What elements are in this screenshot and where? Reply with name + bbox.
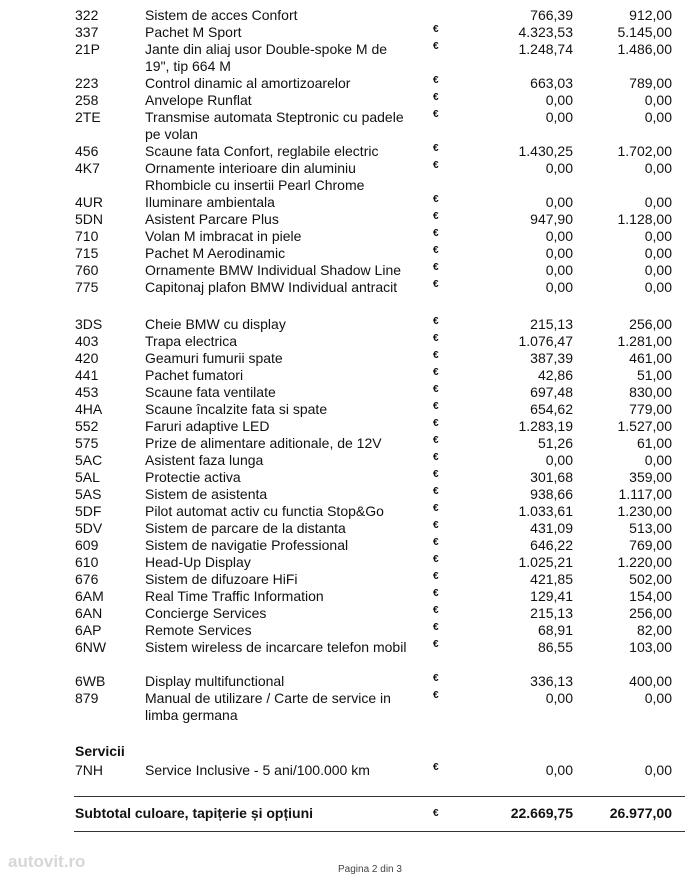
price-gross: 0,00 [644, 245, 672, 261]
currency-symbol: € [433, 279, 439, 290]
option-code: 610 [75, 554, 99, 570]
price-gross: 51,00 [636, 367, 672, 383]
option-description: Remote Services [145, 622, 252, 638]
price-net: 1.430,25 [518, 143, 573, 159]
price-net: 421,85 [530, 571, 573, 587]
price-net: 654,62 [530, 401, 573, 417]
option-code: 403 [75, 333, 99, 349]
price-net: 0,00 [545, 194, 573, 210]
price-net: 0,00 [545, 762, 573, 778]
currency-symbol: € [433, 673, 439, 684]
option-code: 2TE [75, 109, 101, 125]
price-net: 0,00 [545, 245, 573, 261]
price-gross: 82,00 [636, 622, 672, 638]
option-code: 4K7 [75, 160, 100, 176]
option-code: 6NW [75, 639, 107, 655]
price-net: 301,68 [530, 469, 573, 485]
option-description: Pachet fumatori [145, 367, 244, 383]
option-code: 5DN [75, 211, 104, 227]
price-gross: 0,00 [644, 194, 672, 210]
option-description: Cheie BMW cu display [145, 316, 286, 332]
currency-symbol: € [433, 41, 439, 52]
price-net: 1.025,21 [518, 554, 573, 570]
option-code: 258 [75, 92, 99, 108]
option-description: Pilot automat activ cu functia Stop&Go [145, 503, 384, 519]
currency-symbol: € [433, 316, 439, 327]
price-gross: 61,00 [636, 435, 672, 451]
option-description: Service Inclusive - 5 ani/100.000 km [145, 762, 370, 778]
currency-symbol: € [433, 401, 439, 412]
option-description: Concierge Services [145, 605, 267, 621]
subtotal-gross: 26.977,00 [609, 805, 672, 821]
option-description: Capitonaj plafon BMW Individual antracit [145, 279, 398, 295]
price-gross: 461,00 [629, 350, 672, 366]
option-code: 4HA [75, 401, 103, 417]
price-net: 947,90 [530, 211, 573, 227]
option-description: Prize de alimentare aditionale, de 12V [145, 435, 382, 451]
option-description: Jante din aliaj usor Double-spoke M de 19", tip 664 M [145, 41, 388, 74]
price-net: 0,00 [545, 690, 573, 706]
option-code: 609 [75, 537, 99, 553]
option-description: Volan M imbracat in piele [145, 228, 302, 244]
currency-symbol: € [433, 333, 439, 344]
option-description: Anvelope Runflat [145, 92, 252, 108]
price-gross: 0,00 [644, 160, 672, 176]
price-gross: 0,00 [644, 228, 672, 244]
price-gross: 154,00 [629, 588, 672, 604]
price-gross: 5.145,00 [617, 24, 672, 40]
price-net: 938,66 [530, 486, 573, 502]
price-net: 0,00 [545, 228, 573, 244]
option-description: Scaune încalzite fata si spate [145, 401, 328, 417]
price-net: 0,00 [545, 92, 573, 108]
currency-symbol: € [433, 75, 439, 86]
currency-symbol: € [433, 262, 439, 273]
price-gross: 830,00 [629, 384, 672, 400]
option-description: Pachet M Aerodinamic [145, 245, 286, 261]
option-description: Real Time Traffic Information [145, 588, 324, 604]
option-code: 4UR [75, 194, 104, 210]
price-net: 215,13 [530, 605, 573, 621]
currency-symbol: € [433, 194, 439, 205]
price-net: 51,26 [537, 435, 573, 451]
price-net: 4.323,53 [518, 24, 573, 40]
price-net: 42,86 [537, 367, 573, 383]
price-net: 1.283,19 [518, 418, 573, 434]
price-net: 766,39 [530, 7, 573, 23]
option-description: Pachet M Sport [145, 24, 242, 40]
subtotal-currency: € [433, 808, 439, 819]
option-code: 441 [75, 367, 99, 383]
price-net: 336,13 [530, 673, 573, 689]
price-gross: 0,00 [644, 762, 672, 778]
price-gross: 1.117,00 [618, 486, 672, 502]
option-code: 760 [75, 262, 99, 278]
price-gross: 769,00 [629, 537, 672, 553]
price-net: 215,13 [530, 316, 573, 332]
option-code: 453 [75, 384, 99, 400]
option-code: 6WB [75, 673, 106, 689]
option-code: 420 [75, 350, 99, 366]
option-description: Display multifunctional [145, 673, 285, 689]
price-gross: 1.702,00 [617, 143, 672, 159]
price-gross: 256,00 [629, 605, 672, 621]
price-gross: 0,00 [644, 109, 672, 125]
option-description: Trapa electrica [145, 333, 238, 349]
option-description: Transmise automata Steptronic cu padele pe volan [145, 109, 404, 142]
price-net: 431,09 [530, 520, 573, 536]
currency-symbol: € [433, 622, 439, 633]
currency-symbol: € [433, 160, 439, 171]
price-gross: 1.230,00 [617, 503, 672, 519]
option-code: 337 [75, 24, 99, 40]
currency-symbol: € [433, 503, 439, 514]
currency-symbol: € [433, 245, 439, 256]
option-description: Scaune fata ventilate [145, 384, 276, 400]
price-gross: 789,00 [629, 75, 672, 91]
option-code: 6AN [75, 605, 103, 621]
option-code: 5AS [75, 486, 102, 502]
currency-symbol: € [433, 605, 439, 616]
option-code: 322 [75, 7, 99, 23]
price-gross: 1.281,00 [617, 333, 672, 349]
price-gross: 359,00 [629, 469, 672, 485]
price-net: 1.033,61 [518, 503, 573, 519]
currency-symbol: € [433, 143, 439, 154]
option-code: 879 [75, 690, 99, 706]
option-description: Ornamente BMW Individual Shadow Line [145, 262, 402, 278]
option-description: Sistem de acces Confort [145, 7, 298, 23]
option-code: 552 [75, 418, 99, 434]
price-net: 646,22 [530, 537, 573, 553]
price-gross: 103,00 [629, 639, 672, 655]
subtotal-label: Subtotal culoare, tapițerie și opțiuni [75, 805, 314, 821]
currency-symbol: € [433, 367, 439, 378]
option-code: 5AC [75, 452, 103, 468]
subtotal-bottom-rule [74, 831, 685, 832]
currency-symbol: € [433, 520, 439, 531]
option-description: Asistent Parcare Plus [145, 211, 279, 227]
price-net: 0,00 [545, 262, 573, 278]
subtotal-top-rule [74, 796, 685, 797]
price-net: 68,91 [537, 622, 573, 638]
currency-symbol: € [433, 350, 439, 361]
option-description: Sistem de difuzoare HiFi [145, 571, 298, 587]
price-net: 387,39 [530, 350, 573, 366]
option-code: 775 [75, 279, 99, 295]
price-gross: 0,00 [644, 279, 672, 295]
option-description: Sistem de navigatie Professional [145, 537, 349, 553]
option-description: Sistem de parcare de la distanta [145, 520, 346, 536]
option-code: 6AP [75, 622, 102, 638]
option-description: Faruri adaptive LED [145, 418, 270, 434]
currency-symbol: € [433, 92, 439, 103]
price-gross: 912,00 [629, 7, 672, 23]
currency-symbol: € [433, 571, 439, 582]
option-description: Manual de utilizare / Carte de service in limba germana [145, 690, 391, 723]
price-gross: 256,00 [629, 316, 672, 332]
currency-symbol: € [433, 762, 439, 773]
option-description: Iluminare ambientala [145, 194, 275, 210]
option-code: 5AL [75, 469, 100, 485]
option-code: 715 [75, 245, 99, 261]
currency-symbol: € [433, 109, 439, 120]
subtotal-net: 22.669,75 [510, 805, 573, 821]
option-code: 223 [75, 75, 99, 91]
price-net: 0,00 [545, 279, 573, 295]
currency-symbol: € [433, 690, 439, 701]
option-description: Sistem wireless de incarcare telefon mobil [145, 639, 407, 655]
option-description: Control dinamic al amortizoarelor [145, 75, 351, 91]
option-description: Head-Up Display [145, 554, 251, 570]
currency-symbol: € [433, 588, 439, 599]
option-code: 7NH [75, 762, 104, 778]
currency-symbol: € [433, 228, 439, 239]
price-net: 1.248,74 [518, 41, 573, 57]
price-gross: 0,00 [644, 92, 672, 108]
price-gross: 400,00 [629, 673, 672, 689]
price-gross: 1.128,00 [617, 211, 672, 227]
currency-symbol: € [433, 24, 439, 35]
option-code: 21P [75, 41, 100, 57]
price-net: 697,48 [530, 384, 573, 400]
option-code: 3DS [75, 316, 103, 332]
option-description: Geamuri fumurii spate [145, 350, 283, 366]
price-gross: 0,00 [644, 262, 672, 278]
currency-symbol: € [433, 435, 439, 446]
option-code: 6AM [75, 588, 104, 604]
currency-symbol: € [433, 486, 439, 497]
price-gross: 1.486,00 [617, 41, 672, 57]
currency-symbol: € [433, 537, 439, 548]
option-code: 575 [75, 435, 99, 451]
currency-symbol: € [433, 418, 439, 429]
option-code: 676 [75, 571, 99, 587]
price-gross: 1.527,00 [617, 418, 672, 434]
price-gross: 0,00 [644, 690, 672, 706]
currency-symbol: € [433, 384, 439, 395]
option-code: 5DF [75, 503, 102, 519]
currency-symbol: € [433, 211, 439, 222]
price-net: 663,03 [530, 75, 573, 91]
services-heading: Servicii [75, 743, 125, 759]
price-gross: 0,00 [644, 452, 672, 468]
price-gross: 1.220,00 [617, 554, 672, 570]
option-description: Ornamente interioare din aluminiu Rhombicle cu insertii Pearl Chrome [145, 160, 365, 193]
option-description: Protectie activa [145, 469, 241, 485]
watermark-logo: autovit.ro [8, 852, 86, 871]
option-code: 456 [75, 143, 99, 159]
option-description: Scaune fata Confort, reglabile electric [145, 143, 379, 159]
currency-symbol: € [433, 469, 439, 480]
price-net: 86,55 [537, 639, 573, 655]
option-code: 710 [75, 228, 99, 244]
price-net: 0,00 [545, 109, 573, 125]
price-net: 0,00 [545, 160, 573, 176]
page-number: Pagina 2 din 3 [338, 864, 402, 875]
option-description: Asistent faza lunga [145, 452, 264, 468]
currency-symbol: € [433, 452, 439, 463]
price-gross: 513,00 [629, 520, 672, 536]
price-net: 129,41 [530, 588, 573, 604]
currency-symbol: € [433, 639, 439, 650]
option-description: Sistem de asistenta [145, 486, 268, 502]
option-code: 5DV [75, 520, 103, 536]
price-gross: 779,00 [629, 401, 672, 417]
price-gross: 502,00 [629, 571, 672, 587]
price-net: 0,00 [545, 452, 573, 468]
price-net: 1.076,47 [518, 333, 573, 349]
currency-symbol: € [433, 554, 439, 565]
